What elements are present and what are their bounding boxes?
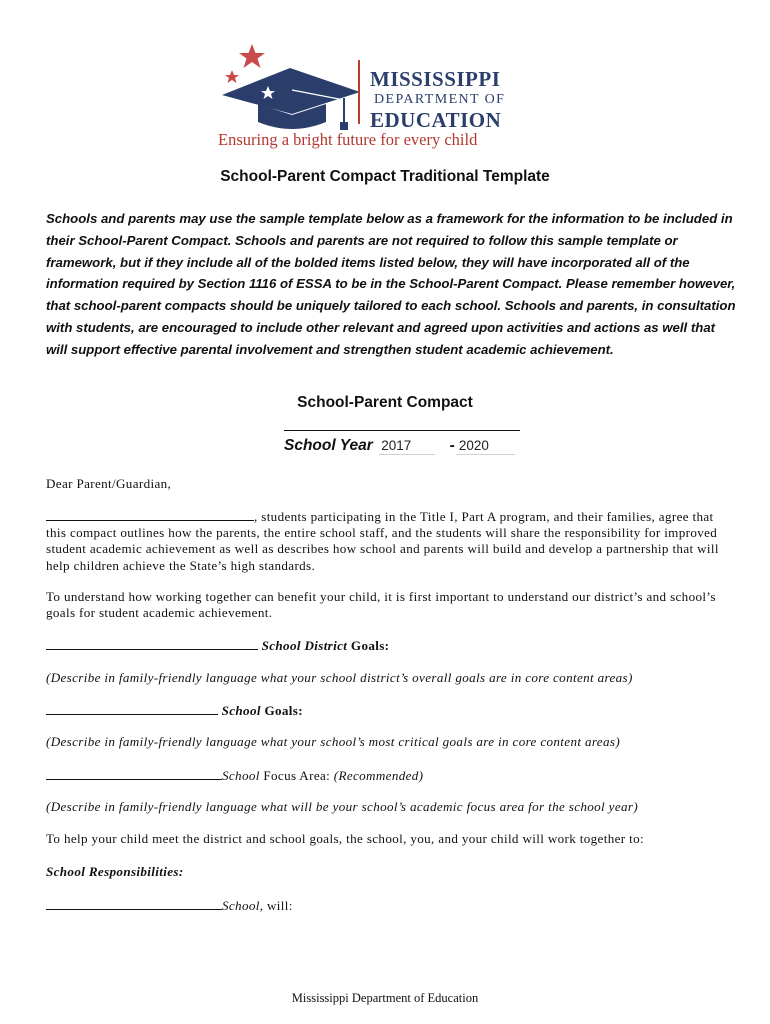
district-name-blank[interactable]: [46, 637, 258, 650]
mde-logo: [218, 40, 558, 158]
compact-paragraph: [46, 508, 736, 574]
focus-area-description: (Describe in family-friendly language what will be your school’s academic focus area for the school year): [46, 799, 639, 814]
school-will-blank[interactable]: [46, 897, 222, 910]
district-goals-label-bold: Goals:: [347, 638, 390, 653]
school-year-start-field[interactable]: [379, 437, 435, 455]
logo-tagline: Ensuring a bright future for every child: [218, 130, 478, 149]
logo-line-3: EDUCATION: [370, 108, 502, 132]
logo-line-1: MISSISSIPPI: [370, 67, 501, 91]
focus-area-line: [46, 767, 736, 784]
focus-area-blank[interactable]: [46, 767, 222, 780]
compact-paragraph-text: , students participating in the Title I, Part A program, and their families, agree that this compact outlines how the parents, the entire school staff, and the students will share the responsibility for improved student academic achievement as well as describes how school and parents will build and develop a partnership that will help children achieve the State’s high standards.: [46, 509, 719, 573]
school-responsibilities-heading: School Responsibilities:: [46, 864, 184, 879]
school-will-school: School: [222, 898, 260, 913]
logo-line-2: DEPARTMENT OF: [374, 92, 506, 107]
school-goals-label-bold: Goals:: [260, 703, 303, 718]
document-title: School-Parent Compact Traditional Template: [220, 168, 550, 185]
focus-school-label: School: [222, 768, 260, 783]
graduation-cap-icon: [218, 40, 368, 130]
page-footer: Mississippi Department of Education: [291, 991, 479, 1005]
school-will-text: , will:: [259, 898, 293, 913]
school-will-line: [46, 897, 736, 914]
school-year-end-field[interactable]: [457, 437, 515, 455]
school-goals-line: [46, 702, 736, 719]
district-goals-description: (Describe in family-friendly language what your school district’s overall goals are in core content areas): [46, 670, 633, 685]
together-paragraph: To help your child meet the district and school goals, the school, you, and your child will work together to:: [46, 831, 644, 846]
focus-recommended: (Recommended): [333, 768, 424, 783]
year-dash: -: [449, 437, 455, 454]
school-goals-blank[interactable]: [46, 702, 218, 715]
district-goals-line: [46, 637, 736, 654]
school-year-row: [284, 437, 515, 457]
focus-area-label: Focus Area:: [259, 768, 334, 783]
school-goals-description: (Describe in family-friendly language what your school’s most critical goals are in core content areas): [46, 734, 621, 749]
intro-text: Schools and parents may use the sample template below as a framework for the information to be included in their School-Parent Compact. Schools and parents are not required to follow this sample template or framework, but if they include all of the bolded items listed below, they will have incorporated all of the information required by Section 1116 of ESSA to be in the School-Parent Compact. Please remember however, that school-parent compacts should be uniquely tailored to each school. Schools and parents, in consultation with students, are encouraged to include other relevant and agreed upon activities and actions as well that will support effective parental involvement and strengthen student academic achievement.: [46, 211, 736, 357]
school-goals-label-italic: School: [221, 703, 261, 718]
large-star-icon: [239, 44, 265, 68]
compact-heading: School-Parent Compact: [297, 394, 473, 411]
goals-intro-paragraph: To understand how working together can benefit your child, it is first important to understand our district’s and school’s goals for student academic achievement.: [46, 589, 716, 621]
school-year-label: School Year: [284, 437, 373, 454]
heading-underline: [284, 430, 520, 431]
small-star-icon: [225, 70, 239, 83]
district-goals-label-italic: School District: [261, 638, 348, 653]
greeting: Dear Parent/Guardian,: [46, 476, 172, 491]
school-name-blank[interactable]: [46, 508, 254, 521]
intro-paragraph: [46, 208, 736, 361]
